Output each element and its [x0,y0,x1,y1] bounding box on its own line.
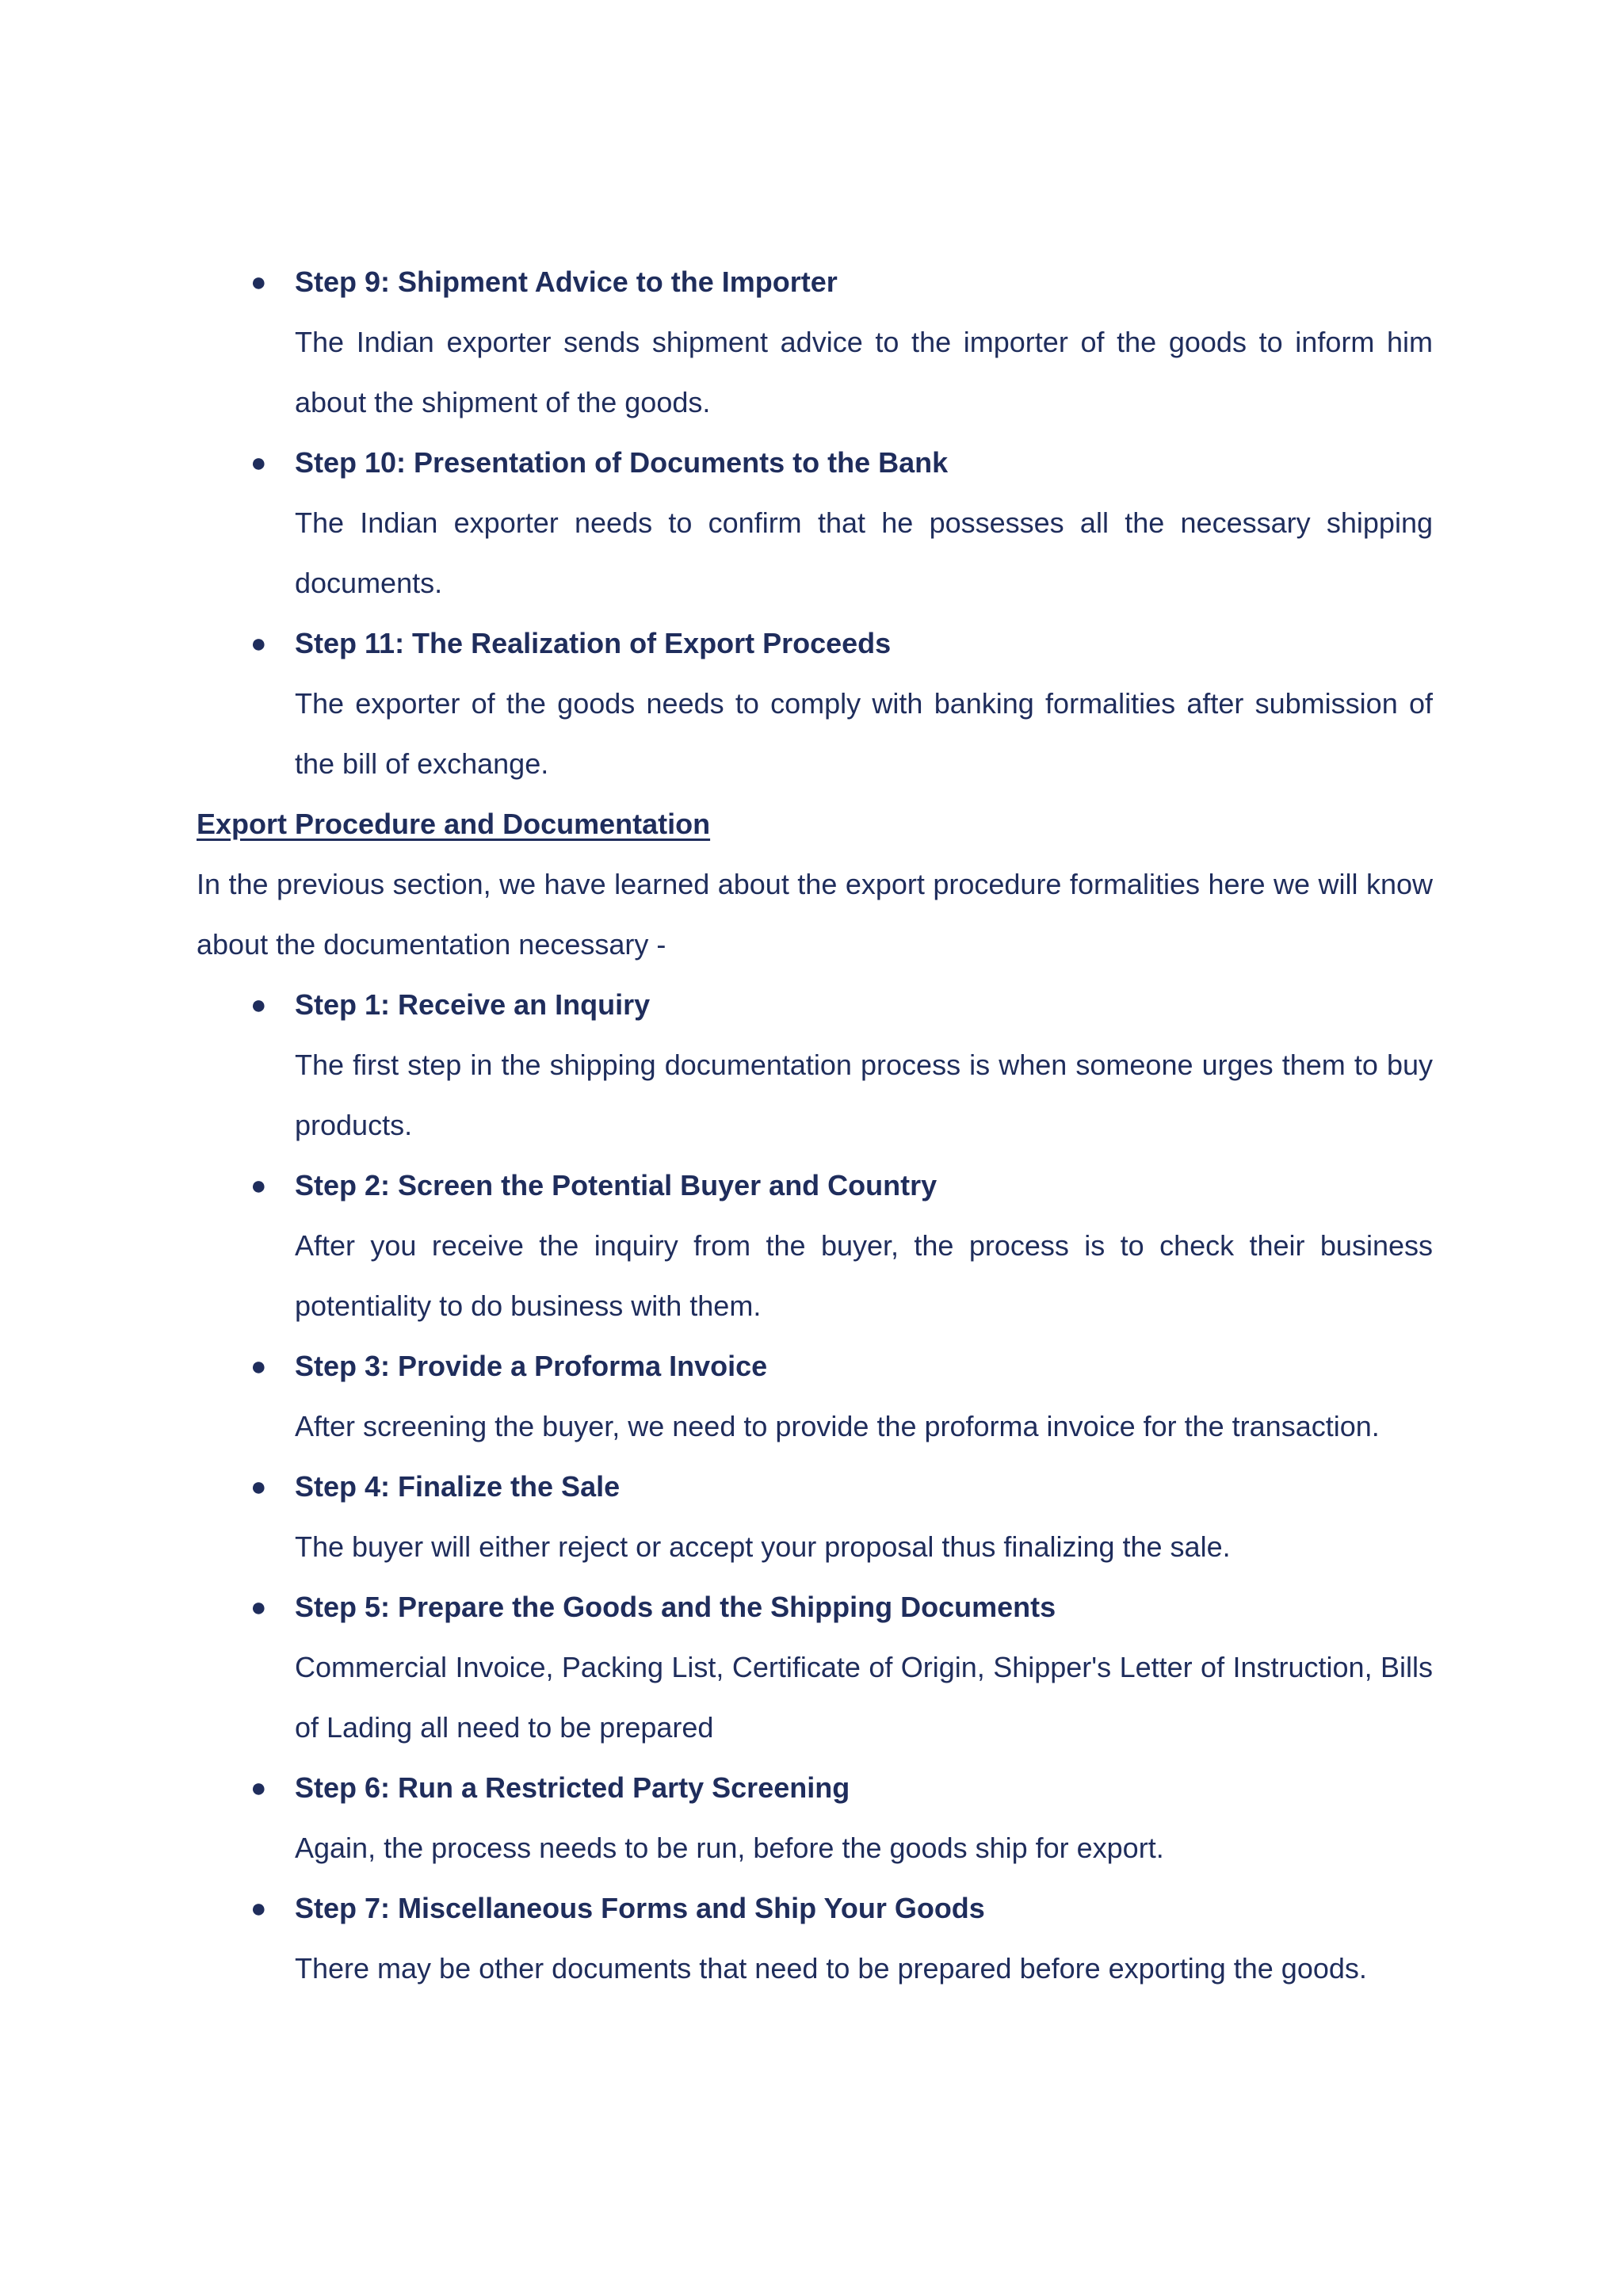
bullet-icon: ● [250,1893,267,1924]
step-description: Again, the process needs to be run, before the goods ship for export. [295,1832,1164,1864]
section-intro: In the previous section, we have learned about the export procedure formalities here we will know about the documentation necessary - [197,868,1433,961]
step-description: Commercial Invoice, Packing List, Certificate of Origin, Shipper's Letter of Instruction, Bills of Lading all need to be prepared [295,1651,1433,1744]
bullet-icon: ● [250,1472,267,1502]
step-title: Step 5: Prepare the Goods and the Shipping Documents [295,1591,1056,1623]
list-item [250,1156,1433,1336]
bullet-icon: ● [250,1351,267,1381]
step-title: Step 7: Miscellaneous Forms and Ship Your Goods [295,1892,985,1924]
list-item [250,1336,1433,1457]
list-item [250,613,1433,794]
step-description: The Indian exporter needs to confirm that he possesses all the necessary shipping documents. [295,506,1433,599]
step-title: Step 10: Presentation of Documents to the Bank [295,446,949,479]
bullet-icon: ● [250,628,267,659]
list-item [250,433,1433,613]
bullet-icon: ● [250,1773,267,1803]
step-title: Step 1: Receive an Inquiry [295,988,651,1021]
step-description: After you receive the inquiry from the buyer, the process is to check their business potentiality to do business with them. [295,1229,1433,1322]
steps-list-part2 [197,975,1433,1999]
section-heading: Export Procedure and Documentation [197,808,711,840]
step-title: Step 2: Screen the Potential Buyer and Country [295,1169,938,1201]
list-item [250,1878,1433,1999]
bullet-icon: ● [250,1171,267,1201]
step-title: Step 4: Finalize the Sale [295,1470,621,1503]
page-content [197,252,1433,1999]
list-item [250,252,1433,433]
step-description: There may be other documents that need to be prepared before exporting the goods. [295,1952,1367,1985]
steps-list-part1 [197,252,1433,794]
list-item [250,1457,1433,1577]
bullet-icon: ● [250,990,267,1020]
bullet-icon: ● [250,448,267,478]
list-item [250,1758,1433,1878]
step-title: Step 3: Provide a Proforma Invoice [295,1350,768,1382]
step-title: Step 6: Run a Restricted Party Screening [295,1771,850,1804]
step-title: Step 9: Shipment Advice to the Importer [295,266,838,298]
step-description: The first step in the shipping documentation process is when someone urges them to buy products. [295,1049,1433,1141]
step-description: The Indian exporter sends shipment advice to the importer of the goods to inform him about the shipment of the goods. [295,326,1433,418]
step-description: The exporter of the goods needs to comply with banking formalities after submission of the bill of exchange. [295,687,1433,780]
list-item [250,1577,1433,1758]
list-item [250,975,1433,1156]
step-description: The buyer will either reject or accept your proposal thus finalizing the sale. [295,1530,1231,1563]
bullet-icon: ● [250,1592,267,1622]
step-title: Step 11: The Realization of Export Proceeds [295,627,892,659]
bullet-icon: ● [250,267,267,297]
step-description: After screening the buyer, we need to provide the proforma invoice for the transaction. [295,1410,1380,1442]
